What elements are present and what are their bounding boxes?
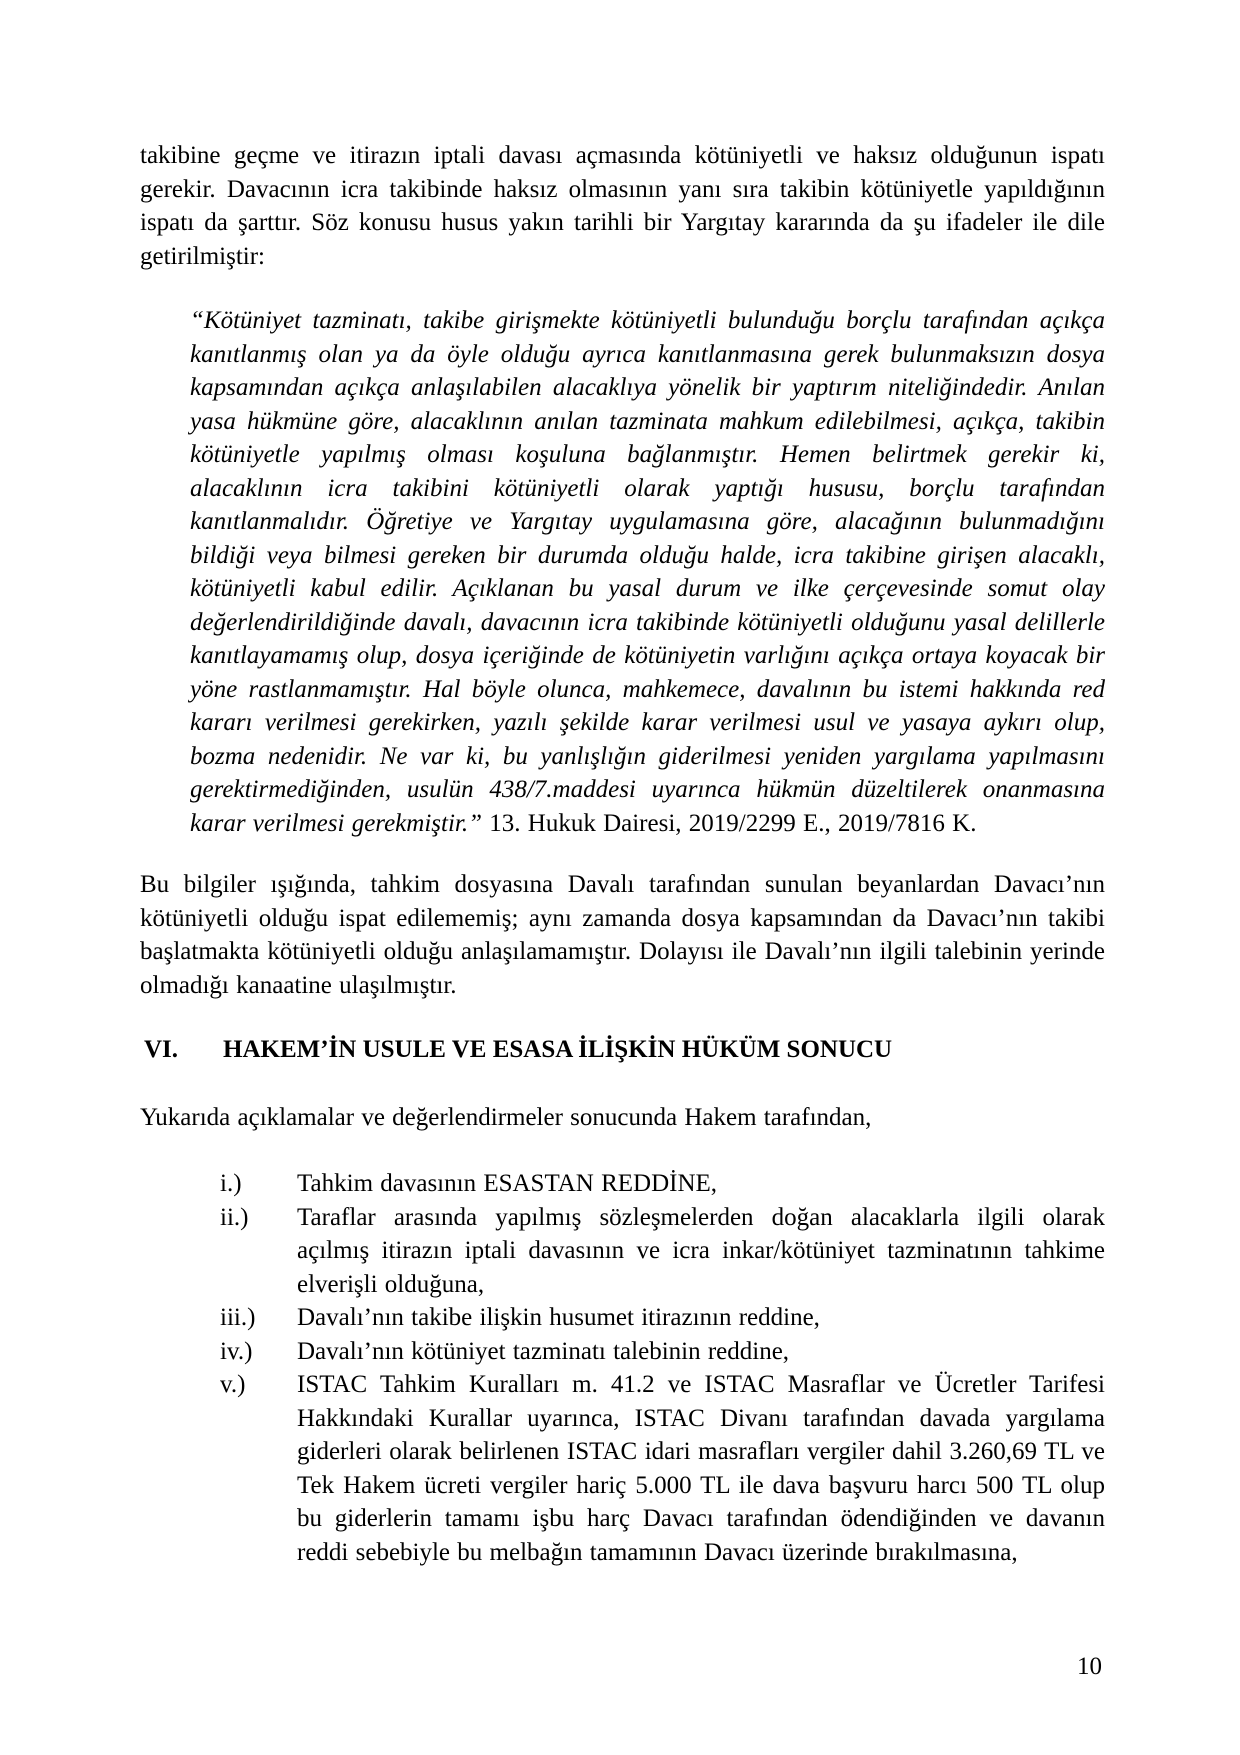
ruling-item-text: Davalı’nın takibe ilişkin husumet itirazının reddine, [297,1304,820,1331]
ruling-item-marker: iv.) [220,1337,253,1365]
section-heading-title: HAKEM’İN USULE VE ESASA İLİŞKİN HÜKÜM SONUCU [223,1036,893,1063]
page-content [140,0,1105,1569]
ruling-item-text: Taraflar arasında yapılmış sözleşmelerden doğan alacaklarla ilgili olarak açılmış itirazın iptali davasının ve icra inkar/kötüniyet tazminatının tahkime elverişli olduğuna, [297,1203,1105,1298]
ruling-item-marker: i.) [220,1170,242,1197]
ruling-item-iv [140,1335,1105,1369]
paragraph-assessment: Bu bilgiler ışığında, tahkim dosyasına Davalı tarafından sunulan beyanlardan Davacı’nın kötüniyetli olduğu ispat edilememiş; aynı zamanda dosya kapsamından da Davacı’nın takibi başlatmakta kötüniyetli olduğu anlaşılamamıştır. Dolayısı ile Davalı’nın ilgili talebinin yerinde olmadığı kanaatine ulaşılmıştır. [140,871,1105,999]
ruling-item-iii [140,1301,1105,1335]
quoted-court-opinion [190,304,1105,840]
ruling-item-v [140,1368,1105,1569]
ruling-item-ii [140,1201,1105,1302]
section-heading-numeral: VI. [144,1036,179,1063]
ruling-item-text: ISTAC Tahkim Kuralları m. 41.2 ve ISTAC Masraflar ve Ücretler Tarifesi Hakkındaki Kurallar uyarınca, ISTAC Divanı tarafından davada yargılama giderleri olarak belirlenen ISTAC idari masrafları vergiler dahil 3.260,69 TL ve Tek Hakem ücreti vergiler hariç 5.000 TL ile dava başvuru harcı 500 TL olup bu giderlerin tamamı işbu harç Davacı tarafından ödendiğinden ve davanın reddi sebebiyle bu melbağın tamamının Davacı üzerinde bırakılmasına, [297,1371,1105,1566]
page-number: 10 [1077,1653,1102,1680]
ruling-item-marker: v.) [220,1371,246,1398]
ruling-item-i [140,1167,1105,1201]
ruling-item-marker: iii.) [220,1304,256,1331]
quote-citation: 13. Hukuk Dairesi, 2019/2299 E., 2019/7816 K. [482,809,977,837]
quote-italic-text: “Kötüniyet tazminatı, takibe girişmekte kötüniyetli bulunduğu borçlu tarafından açıkça kanıtlanmış olan ya da öyle olduğu ayrıca kanıtlanmasına gerek bulunmaksızın dosya kapsamından açıkça anlaşılabilen alacaklıya yönelik bir yaptırım niteliğindedir. Anılan yasa hükmüne göre, alacaklının anılan tazminata mahkum edilebilmesi, açıkça, takibin kötüniyetle yapılmış olması koşuluna bağlanmıştır. Hemen belirtmek gerekir ki, alacaklının icra takibini kötüniyetli olarak yaptığı hususu, borçlu tarafından kanıtlanmalıdır. Öğretiye ve Yargıtay uygulamasına göre, alacağının bulunmadığını bildiği veya bilmesi gereken bir durumda olduğu halde, icra takibine girişen alacaklı, kötüniyetli kabul edilir. Açıklanan bu yasal durum ve ilke çerçevesinde somut olay değerlendirildiğinde davalı, davacının icra takibinde kötüniyetli olduğunu yasal delillerle kanıtlayamamış olup, dosya içeriğinde de kötüniyetin varlığını açıkça ortaya koyacak bir yöne rastlanmamıştır. Hal böyle olunca, mahkemece, davalının bu istemi hakkında red kararı verilmesi gerekirken, yazılı şekilde karar verilmesi usul ve yasaya aykırı olup, bozma nedenidir. Ne var ki, bu yanlışlığın giderilmesi yeniden yargılama yapılmasını gerektirmediğinden, usulün 438/7.maddesi uyarınca hükmün düzeltilerek onanmasına karar verilmesi gerekmiştir.” [190,307,1105,837]
ruling-item-text: Tahkim davasının ESASTAN REDDİNE, [297,1170,718,1197]
ruling-item-text: Davalı’nın kötüniyet tazminatı talebinin reddine, [297,1337,790,1365]
paragraph-ruling-intro: Yukarıda açıklamalar ve değerlendirmeler sonucunda Hakem tarafından, [140,1103,872,1131]
paragraph-intro: takibine geçme ve itirazın iptali davası açmasında kötüniyetli ve haksız olduğunun ispatı gerekir. Davacının icra takibinde haksız olmasının yanı sıra takibin kötüniyetle yapıldığının ispatı da şarttır. Söz konusu husus yakın tarihli bir Yargıtay kararında da şu ifadeler ile dile getirilmiştir: [140,142,1105,270]
ruling-item-marker: ii.) [220,1203,249,1231]
ruling-list [140,1167,1105,1569]
section-heading [140,1033,1105,1067]
